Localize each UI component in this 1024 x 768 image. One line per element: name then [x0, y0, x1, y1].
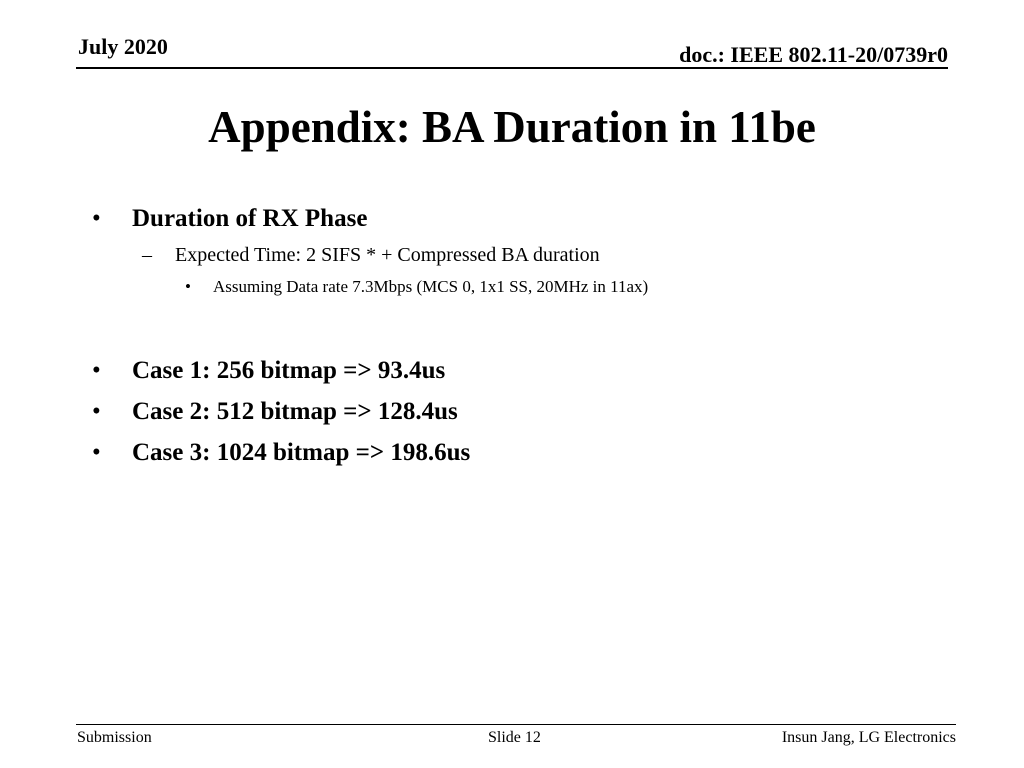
bullet-icon: • — [92, 398, 101, 425]
sub-bullet-text: Expected Time: 2 SIFS * + Compressed BA duration — [175, 244, 600, 266]
header-doc-id: doc.: IEEE 802.11-20/0739r0 — [679, 42, 948, 67]
bullet-text: Duration of RX Phase — [132, 205, 368, 232]
footer-slide-number: Slide 12 — [488, 729, 541, 746]
bullet-icon: • — [92, 205, 101, 232]
case-item — [92, 439, 470, 467]
bullet-icon: • — [92, 439, 101, 466]
case-item — [92, 357, 445, 385]
header-date: July 2020 — [78, 34, 168, 59]
bullet-item — [92, 205, 367, 233]
bullet-icon: • — [185, 277, 191, 296]
sub-sub-bullet-text: Assuming Data rate 7.3Mbps (MCS 0, 1x1 SS, 20MHz in 11ax) — [213, 277, 649, 296]
case-item — [92, 398, 458, 426]
case-text: Case 2: 512 bitmap => 128.4us — [132, 398, 458, 425]
case-text: Case 1: 256 bitmap => 93.4us — [132, 357, 446, 384]
footer-author: Insun Jang, LG Electronics — [781, 729, 956, 746]
sub-sub-bullet-item — [185, 277, 648, 297]
case-text: Case 3: 1024 bitmap => 198.6us — [132, 439, 471, 466]
bullet-icon: • — [92, 357, 101, 384]
dash-icon: – — [142, 244, 152, 266]
sub-bullet-item — [142, 244, 600, 267]
footer-divider — [76, 724, 956, 725]
footer-submission: Submission — [77, 729, 152, 746]
slide-title: Appendix: BA Duration in 11be — [208, 102, 816, 152]
